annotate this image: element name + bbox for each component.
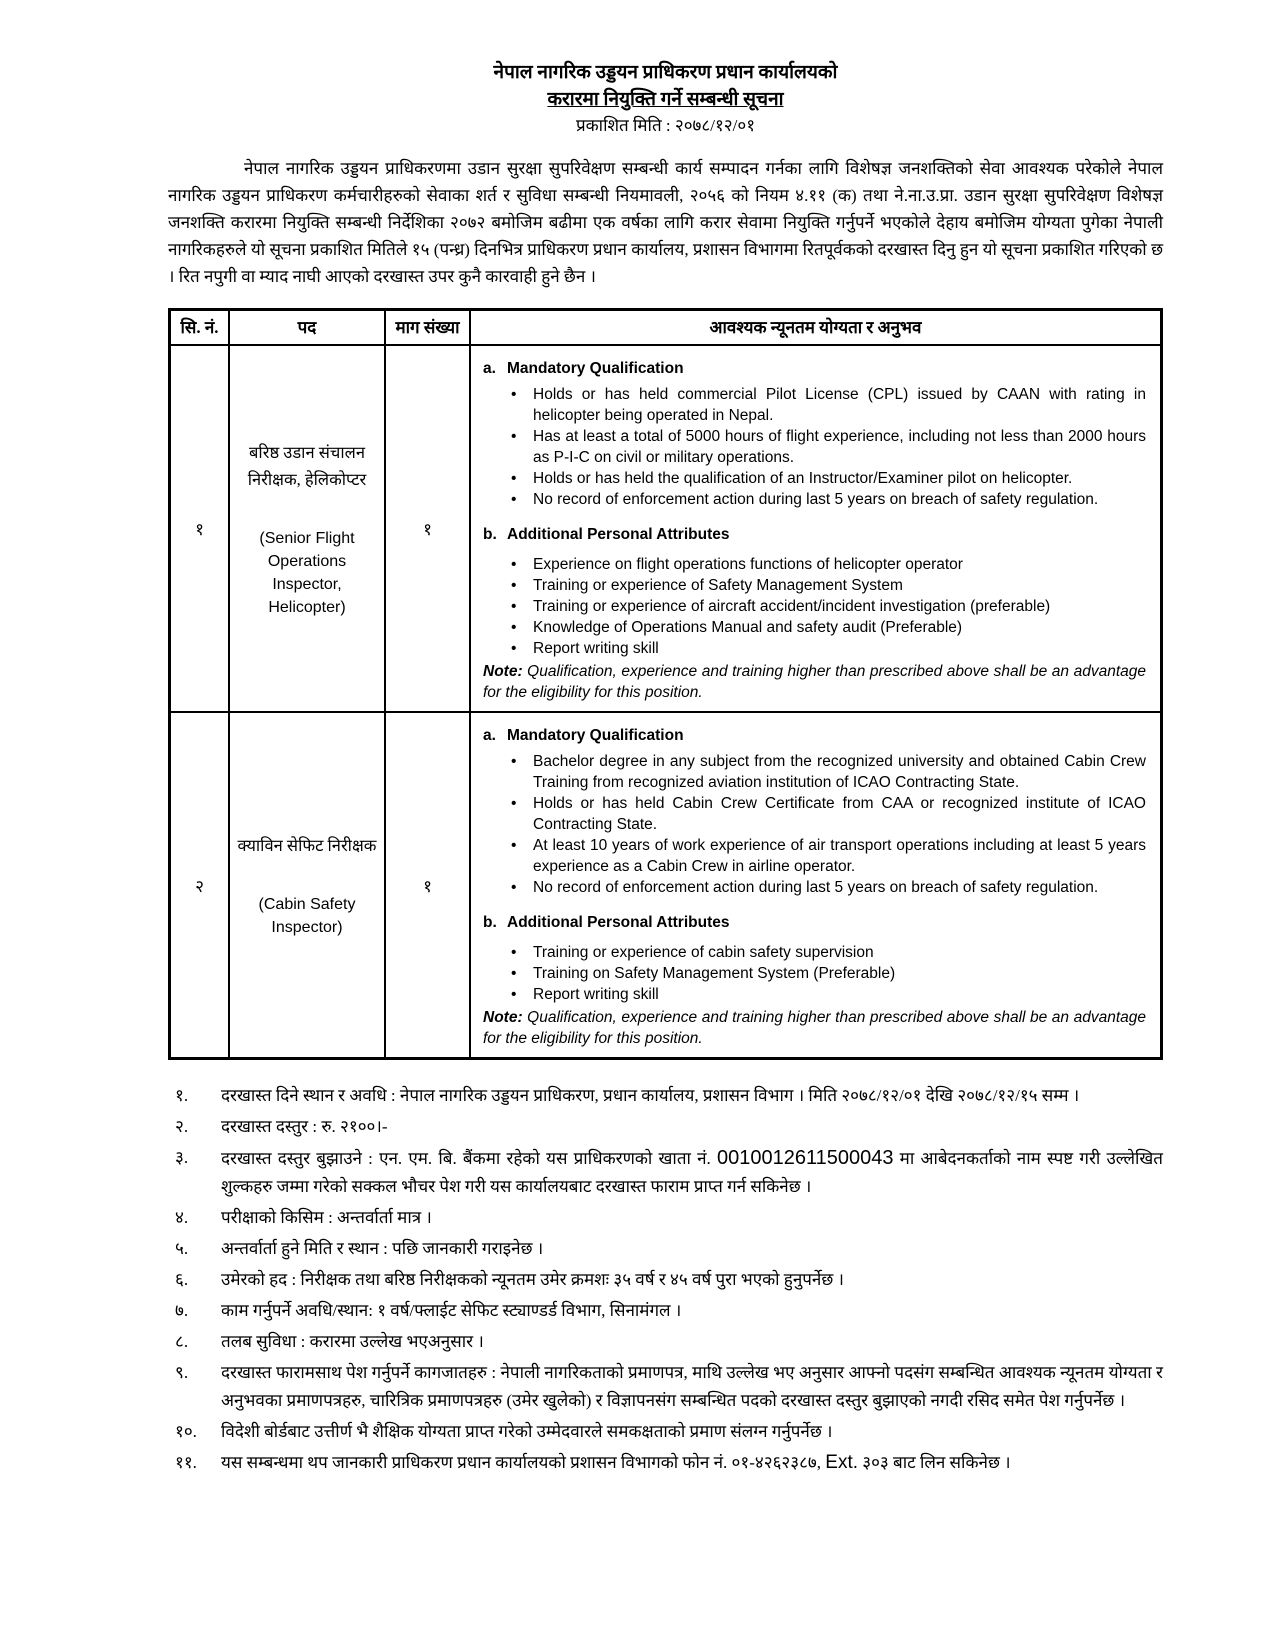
list-item-text: Training on Safety Management System (Preferable) [533,965,896,982]
col-header-sn: सि. नं. [170,310,230,346]
list-item-text: Bachelor degree in any subject from the recognized university and obtained Cabin Crew Training from recognized aviation institution of ICAO Contracting State. [533,753,1146,791]
notice-header [168,60,1163,139]
header-row [170,310,1162,346]
row1-position [229,345,385,712]
note-item [168,1328,1163,1356]
position-nepali: क्याविन सेफिट निरीक्षक [237,835,377,855]
note-item [168,1418,1163,1446]
bullet-icon: • [511,753,517,770]
note-text: Qualification, experience and training higher than prescribed above shall be an advantage for the eligibility for this position. [483,1009,1146,1047]
list-item [507,596,1146,617]
section-letter: b. [483,914,497,931]
note-number: १. [175,1086,189,1105]
bullet-icon: • [511,386,517,403]
list-item [507,468,1146,489]
vacancy-table-head [170,310,1162,346]
note-text: तलब सुविधा : करारमा उल्लेख भएअनुसार । [221,1332,484,1351]
bullet-icon: • [511,837,517,854]
note-number: ६. [175,1270,189,1289]
row2-sn: २ [170,712,230,1059]
note-number: २. [175,1117,189,1136]
note-item [168,1082,1163,1110]
list-item [507,554,1146,575]
list-item [507,426,1146,468]
table-row [170,712,1162,1059]
bullet-icon: • [511,428,517,445]
bullet-icon: • [511,879,517,896]
note-text: दरखास्त दस्तुर : रु. २१००।- [221,1117,388,1136]
col-header-qualification: आवश्यक न्यूनतम योग्यता र अनुभव [470,310,1162,346]
bullet-icon: • [511,944,517,961]
note-text: उमेरको हद : निरीक्षक तथा बरिष्ठ निरीक्षकको न्यूनतम उमेर क्रमशः ३५ वर्ष र ४५ वर्ष पुरा भएको हुनुपर्नेछ । [221,1270,844,1289]
note-text: काम गर्नुपर्ने अवधि/स्थान: १ वर्ष/फ्लाईट सेफिट स्ट्याण्डर्ड विभाग, सिनामंगल । [221,1301,682,1320]
section-a-heading [483,725,1146,746]
row2-count: १ [385,712,470,1059]
note-text: Qualification, experience and training higher than prescribed above shall be an advantage for the eligibility for this position. [483,663,1146,701]
vacancy-table-body [170,345,1162,1059]
note-text: दरखास्त दिने स्थान र अवधि : नेपाल नागरिक उड्डयन प्राधिकरण, प्रधान कार्यालय, प्रशासन विभाग । मिति २०७८/१२/०१ देखि २०७८/१२/१५ सम्म । [221,1086,1080,1105]
list-item [507,575,1146,596]
list-item-text: At least 10 years of work experience of air transport operations including at least 5 years experience as a Cabin Crew in airline operator. [533,837,1146,875]
note-text-segment: मा आबेदनकर्ताको नाम स्पष्ट गरी उल्लेखित शुल्कहरु जम्मा गरेको सक्कल भौचर पेश गरी यस कार्यालयबाट दरखास्त फाराम प्राप्त गर्न सकिनेछ । [221,1149,1163,1196]
note-number: ५. [175,1239,189,1258]
section-b-heading [483,524,1146,545]
list-item [507,638,1146,659]
list-item-text: Holds or has held commercial Pilot License (CPL) issued by CAAN with rating in helicopter being operated in Nepal. [533,386,1146,424]
position-english: (Cabin Safety Inspector) [258,895,356,936]
note-item [168,1235,1163,1263]
ext-label: Ext. [825,1452,858,1473]
col-header-count: माग संख्या [385,310,470,346]
bullet-icon: • [511,598,517,615]
note-label: Note: [483,1009,523,1026]
section-letter: a. [483,727,496,744]
list-item-text: Experience on flight operations functions of helicopter operator [533,556,963,573]
row2-position [229,712,385,1059]
bullet-icon: • [511,470,517,487]
note-text: परीक्षाको किसिम : अन्तर्वार्ता मात्र । [221,1208,432,1227]
notes-list [168,1082,1163,1477]
list-item-text: Training or experience of aircraft accident/incident investigation (preferable) [533,598,1051,615]
list-item [507,877,1146,898]
section-letter: a. [483,360,496,377]
section-title: Mandatory Qualification [507,360,684,377]
list-item [507,793,1146,835]
list-item-text: Holds or has held Cabin Crew Certificate from CAA or recognized institute of ICAO Contracting State. [533,795,1146,833]
note-item [168,1266,1163,1294]
note-text [221,1449,1163,1477]
row1-sn: १ [170,345,230,712]
bullet-icon: • [511,965,517,982]
section-title: Additional Personal Attributes [507,526,730,543]
note-item [168,1204,1163,1232]
list-item [507,384,1146,426]
list-item-text: Holds or has held the qualification of an Instructor/Examiner pilot on helicopter. [533,470,1073,487]
note-text-segment: यस सम्बन्धमा थप जानकारी प्राधिकरण प्रधान कार्यालयको प्रशासन विभागको फोन नं. ०१-४२६२३८७, [221,1453,826,1472]
attributes-list [507,554,1146,659]
bullet-icon: • [511,556,517,573]
note-item [168,1359,1163,1415]
list-item-text: Report writing skill [533,986,659,1003]
notice-title: करारमा नियुक्ति गर्ने सम्बन्धी सूचना [547,89,784,110]
row1-qualification [470,345,1162,712]
section-title: Additional Personal Attributes [507,914,730,931]
vacancy-table [168,308,1163,1060]
list-item-text: Training or experience of cabin safety supervision [533,944,874,961]
note-number: ९. [175,1363,189,1382]
bullet-icon: • [511,795,517,812]
list-item-text: Has at least a total of 5000 hours of flight experience, including not less than 2000 hours as P-I-C on civil or military operations. [533,428,1146,466]
row1-count: १ [385,345,470,712]
note-text-segment: दरखास्त दस्तुर बुझाउने : एन. एम. बि. बैंकमा रहेको यस प्राधिकरणको खाता नं. [221,1149,717,1168]
note-text: दरखास्त फारामसाथ पेश गर्नुपर्ने कागजातहरु : नेपाली नागरिकताको प्रमाणपत्र, माथि उल्लेख भए अनुसार आफ्नो पदसंग सम्बन्धित आवश्यक न्यूनतम योग्यता र अनुभवका प्रमाणपत्रहरु, चारित्रिक प्रमाणपत्रहरु (उमेर खुलेको) र विज्ञापनसंग सम्बन्धित पदको दरखास्त दस्तुर बुझाएको नगदी रसिद समेत पेश गर्नुपर्नेछ । [221,1363,1163,1410]
bullet-icon: • [511,619,517,636]
table-row [170,345,1162,712]
list-item [507,489,1146,510]
row2-qualification [470,712,1162,1059]
list-item-text: Report writing skill [533,640,659,657]
note-item [168,1144,1163,1201]
attributes-list [507,942,1146,1005]
note-text [221,1144,1163,1201]
note-text: अन्तर्वार्ता हुने मिति र स्थान : पछि जानकारी गराइनेछ । [221,1239,544,1258]
list-item [507,835,1146,877]
bullet-icon: • [511,491,517,508]
section-a-heading [483,358,1146,379]
position-nepali: बरिष्ठ उडान संचालन निरीक्षक, हेलिकोप्टर [247,442,367,489]
org-name: नेपाल नागरिक उड्डयन प्राधिकरण प्रधान कार्यालयको [493,62,838,83]
list-item-text: No record of enforcement action during last 5 years on breach of safety regulation. [533,491,1099,508]
list-item-text: Knowledge of Operations Manual and safety audit (Preferable) [533,619,963,636]
list-item [507,963,1146,984]
col-header-position: पद [229,310,385,346]
note-number: ११. [175,1453,197,1472]
note-line [483,661,1146,703]
list-item-text: No record of enforcement action during last 5 years on breach of safety regulation. [533,879,1099,896]
note-text: विदेशी बोर्डबाट उत्तीर्ण भै शैक्षिक योग्यता प्राप्त गरेको उम्मेदवारले समकक्षताको प्रमाण संलग्न गर्नुपर्नेछ । [221,1422,833,1441]
note-line [483,1007,1146,1049]
account-number: 0010012611500043 [717,1147,894,1169]
note-text-segment: ३०३ बाट लिन सकिनेछ । [858,1453,1011,1472]
note-item [168,1113,1163,1141]
list-item [507,751,1146,793]
bullet-icon: • [511,640,517,657]
note-number: ४. [175,1208,189,1227]
position-english: (Senior Flight Operations Inspector, Helicopter) [259,529,355,616]
list-item [507,942,1146,963]
note-number: ३. [175,1148,189,1167]
published-date: प्रकाशित मिति : २०७८/१२/०१ [575,116,756,135]
note-number: ७. [175,1301,189,1320]
bullet-icon: • [511,986,517,1003]
notice-document [168,60,1163,1480]
list-item [507,617,1146,638]
mandatory-list [507,384,1146,510]
list-item [507,984,1146,1005]
note-label: Note: [483,663,523,680]
note-item [168,1449,1163,1477]
mandatory-list [507,751,1146,898]
note-number: ८. [175,1332,189,1351]
intro-paragraph: नेपाल नागरिक उड्डयन प्राधिकरणमा उडान सुरक्षा सुपरिवेक्षण सम्बन्धी कार्य सम्पादन गर्नका लागि विशेषज्ञ जनशक्तिको सेवा आवश्यक परेकोले नेपाल नागरिक उड्डयन प्राधिकरण कर्मचारीहरुको सेवाका शर्त र सुविधा सम्बन्धी नियमावली, २०५६ को नियम ४.११ (क) तथा ने.ना.उ.प्रा. उडान सुरक्षा सुपरिवेक्षण विशेषज्ञ जनशक्ति करारमा नियुक्ति सम्बन्धी निर्देशिका २०७२ बमोजिम बढीमा एक वर्षका लागि करार सेवामा नियुक्ति गर्नुपर्ने भएकोले देहाय बमोजिम योग्यता पुगेका नेपाली नागरिकहरुले यो सूचना प्रकाशित मितिले १५ (पन्ध्र) दिनभित्र प्राधिकरण प्रधान कार्यालय, प्रशासन विभागमा रितपूर्वकको दरखास्त दिनु हुन यो सूचना प्रकाशित गरिएको छ । रित नपुगी वा म्याद नाघी आएको दरखास्त उपर कुनै कारवाही हुने छैन । [168,159,1163,286]
list-item-text: Training or experience of Safety Management System [533,577,903,594]
section-b-heading [483,912,1146,933]
note-item [168,1297,1163,1325]
section-letter: b. [483,526,497,543]
note-number: १०. [175,1422,197,1441]
bullet-icon: • [511,577,517,594]
section-title: Mandatory Qualification [507,727,684,744]
